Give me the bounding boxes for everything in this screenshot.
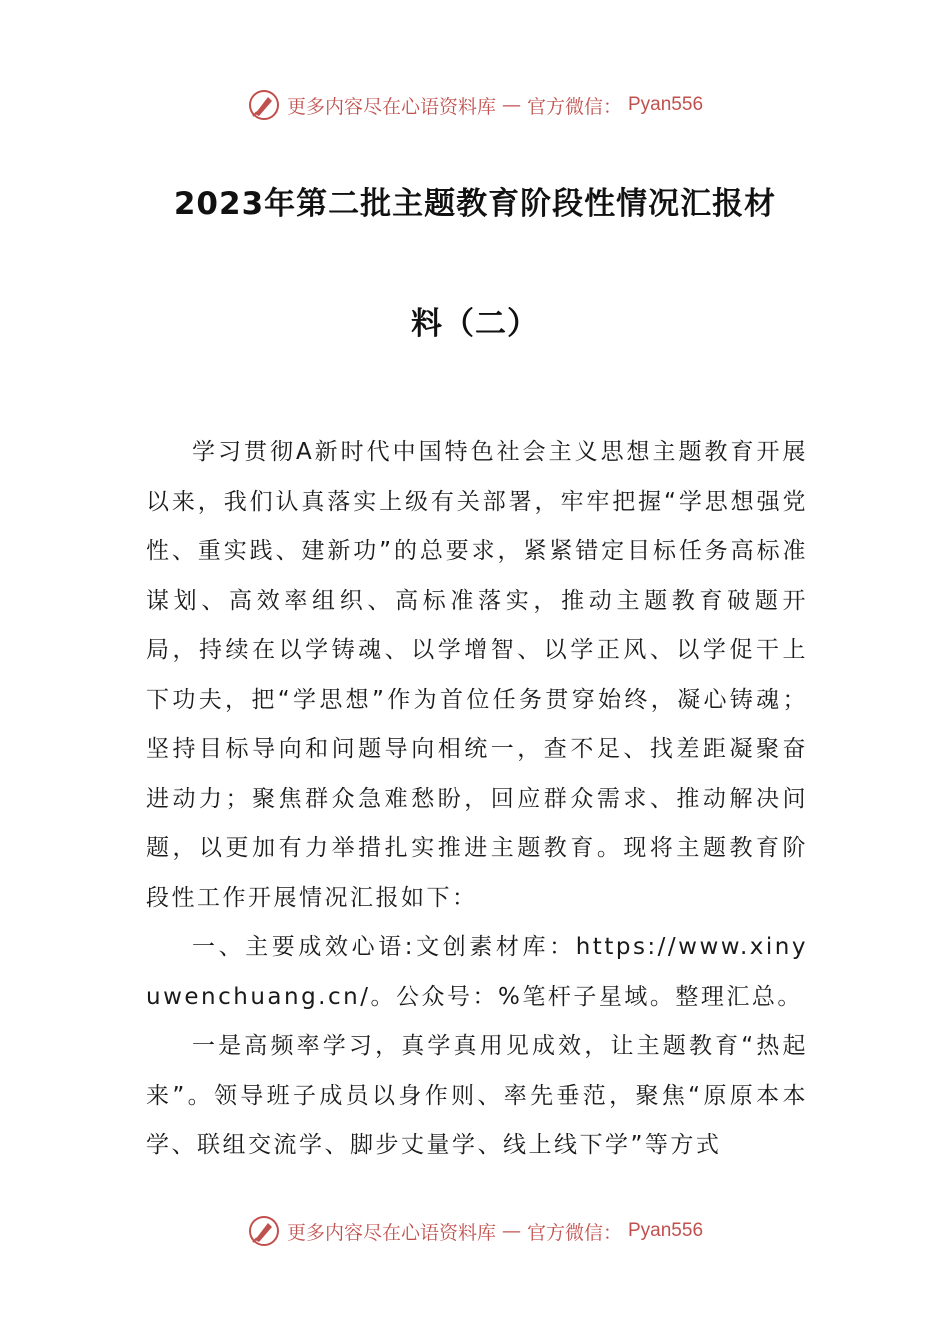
watermark-wechat-id: Pyan556 [628,1220,704,1241]
document-title-line-1: 2023年第二批主题教育阶段性情况汇报材 [173,186,777,222]
pen-nib-icon [247,1214,281,1248]
document-title-line-2: 料（二） [411,306,539,342]
document-body [146,428,808,1171]
watermark-dash: — [501,94,521,116]
footer-watermark [0,1214,950,1248]
watermark-wechat-id: Pyan556 [628,94,704,115]
header-watermark [0,88,950,122]
watermark-dash: — [501,1220,521,1242]
watermark-text: 更多内容尽在心语资料库 [286,1221,496,1244]
paragraph-section-heading: 一、主要成效心语:文创素材库：https://www.xinyuwenchuang.cn/。公众号：%笔杆子星域。整理汇总。 [146,934,808,1010]
watermark-label: 官方微信： [526,95,622,118]
paragraph-point-one: 一是高频率学习，真学真用见成效，让主题教育“热起来”。领导班子成员以身作则、率先垂范，聚焦“原原本本学、联组交流学、脚步丈量学、线上线下学”等方式 [146,1033,808,1158]
watermark-text: 更多内容尽在心语资料库 [286,95,496,118]
paragraph-intro: 学习贯彻A新时代中国特色社会主义思想主题教育开展以来，我们认真落实上级有关部署，牢牢把握“学思想强党性、重实践、建新功”的总要求，紧紧错定目标任务高标准谋划、高效率组织、高标准落实，推动主题教育破题开局，持续在以学铸魂、以学增智、以学正风、以学促干上下功夫，把“学思想”作为首位任务贯穿始终，凝心铸魂；坚持目标导向和问题导向相统一，查不足、找差距凝聚奋进动力；聚焦群众急难愁盼，回应群众需求、推动解决问题，以更加有力举措扎实推进主题教育。现将主题教育阶段性工作开展情况汇报如下： [146,439,808,911]
watermark-label: 官方微信： [526,1221,622,1244]
pen-nib-icon [247,88,281,122]
